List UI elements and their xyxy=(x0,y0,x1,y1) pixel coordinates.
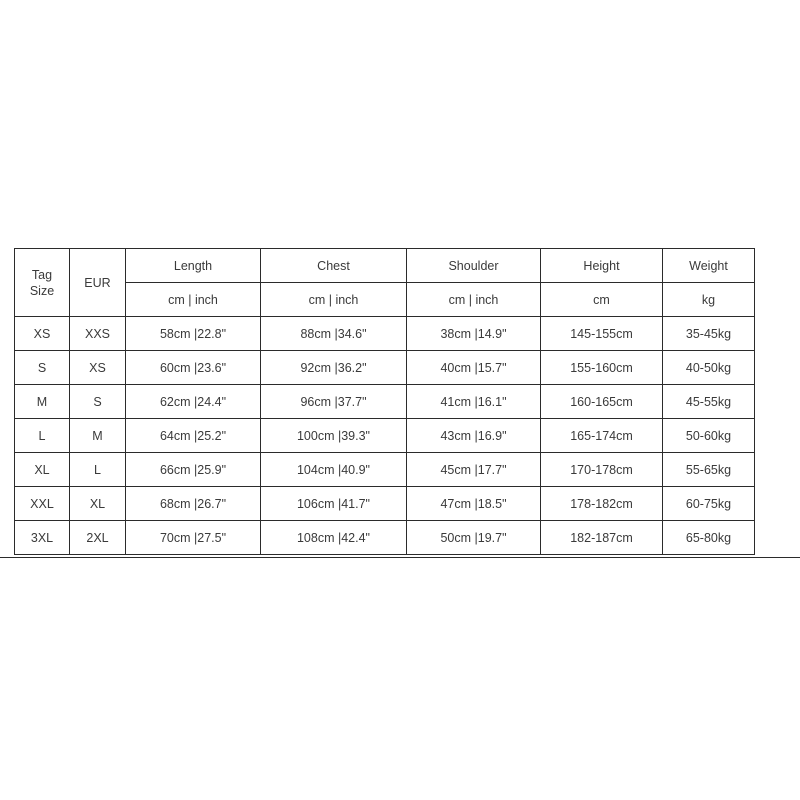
unit-height: cm xyxy=(541,283,663,317)
cell-weight: 35-45kg xyxy=(663,317,755,351)
header-height: Height xyxy=(541,249,663,283)
cell-height: 182-187cm xyxy=(541,521,663,555)
cell-chest: 104cm |40.9" xyxy=(261,453,407,487)
size-chart-table xyxy=(14,248,755,555)
unit-chest: cm | inch xyxy=(261,283,407,317)
units-row xyxy=(15,283,755,317)
table-row xyxy=(15,317,755,351)
cell-shoulder: 43cm |16.9" xyxy=(407,419,541,453)
table-row xyxy=(15,385,755,419)
bottom-rule-divider xyxy=(0,557,800,558)
cell-length: 66cm |25.9" xyxy=(126,453,261,487)
cell-chest: 106cm |41.7" xyxy=(261,487,407,521)
unit-length: cm | inch xyxy=(126,283,261,317)
cell-shoulder: 47cm |18.5" xyxy=(407,487,541,521)
cell-length: 62cm |24.4" xyxy=(126,385,261,419)
cell-weight: 50-60kg xyxy=(663,419,755,453)
header-row xyxy=(15,249,755,283)
cell-tag: M xyxy=(15,385,70,419)
cell-eur: XS xyxy=(70,351,126,385)
header-weight: Weight xyxy=(663,249,755,283)
cell-tag: 3XL xyxy=(15,521,70,555)
cell-chest: 96cm |37.7" xyxy=(261,385,407,419)
cell-tag: XL xyxy=(15,453,70,487)
cell-weight: 55-65kg xyxy=(663,453,755,487)
cell-eur: XXS xyxy=(70,317,126,351)
cell-height: 155-160cm xyxy=(541,351,663,385)
cell-shoulder: 41cm |16.1" xyxy=(407,385,541,419)
cell-weight: 40-50kg xyxy=(663,351,755,385)
cell-length: 64cm |25.2" xyxy=(126,419,261,453)
header-chest: Chest xyxy=(261,249,407,283)
unit-weight: kg xyxy=(663,283,755,317)
cell-eur: 2XL xyxy=(70,521,126,555)
cell-eur: XL xyxy=(70,487,126,521)
header-tag-size xyxy=(15,249,70,317)
cell-shoulder: 40cm |15.7" xyxy=(407,351,541,385)
header-shoulder: Shoulder xyxy=(407,249,541,283)
header-tag-line1: Tag xyxy=(31,267,53,282)
cell-weight: 45-55kg xyxy=(663,385,755,419)
cell-length: 70cm |27.5" xyxy=(126,521,261,555)
unit-shoulder: cm | inch xyxy=(407,283,541,317)
cell-length: 58cm |22.8" xyxy=(126,317,261,351)
cell-eur: M xyxy=(70,419,126,453)
cell-height: 170-178cm xyxy=(541,453,663,487)
cell-tag: XXL xyxy=(15,487,70,521)
table-row xyxy=(15,453,755,487)
cell-weight: 65-80kg xyxy=(663,521,755,555)
cell-height: 165-174cm xyxy=(541,419,663,453)
cell-tag: L xyxy=(15,419,70,453)
cell-weight: 60-75kg xyxy=(663,487,755,521)
header-length: Length xyxy=(126,249,261,283)
cell-shoulder: 38cm |14.9" xyxy=(407,317,541,351)
table-row xyxy=(15,487,755,521)
cell-chest: 100cm |39.3" xyxy=(261,419,407,453)
cell-length: 68cm |26.7" xyxy=(126,487,261,521)
cell-shoulder: 50cm |19.7" xyxy=(407,521,541,555)
cell-chest: 88cm |34.6" xyxy=(261,317,407,351)
header-eur: EUR xyxy=(70,249,126,317)
cell-eur: S xyxy=(70,385,126,419)
table-row xyxy=(15,419,755,453)
cell-height: 160-165cm xyxy=(541,385,663,419)
cell-shoulder: 45cm |17.7" xyxy=(407,453,541,487)
cell-eur: L xyxy=(70,453,126,487)
cell-height: 178-182cm xyxy=(541,487,663,521)
size-chart-container xyxy=(14,248,755,555)
cell-length: 60cm |23.6" xyxy=(126,351,261,385)
table-row xyxy=(15,351,755,385)
table-row xyxy=(15,521,755,555)
cell-tag: S xyxy=(15,351,70,385)
header-tag-line2: Size xyxy=(29,283,55,298)
cell-tag: XS xyxy=(15,317,70,351)
size-chart-body xyxy=(15,317,755,555)
size-chart-header xyxy=(15,249,755,317)
cell-height: 145-155cm xyxy=(541,317,663,351)
cell-chest: 92cm |36.2" xyxy=(261,351,407,385)
cell-chest: 108cm |42.4" xyxy=(261,521,407,555)
